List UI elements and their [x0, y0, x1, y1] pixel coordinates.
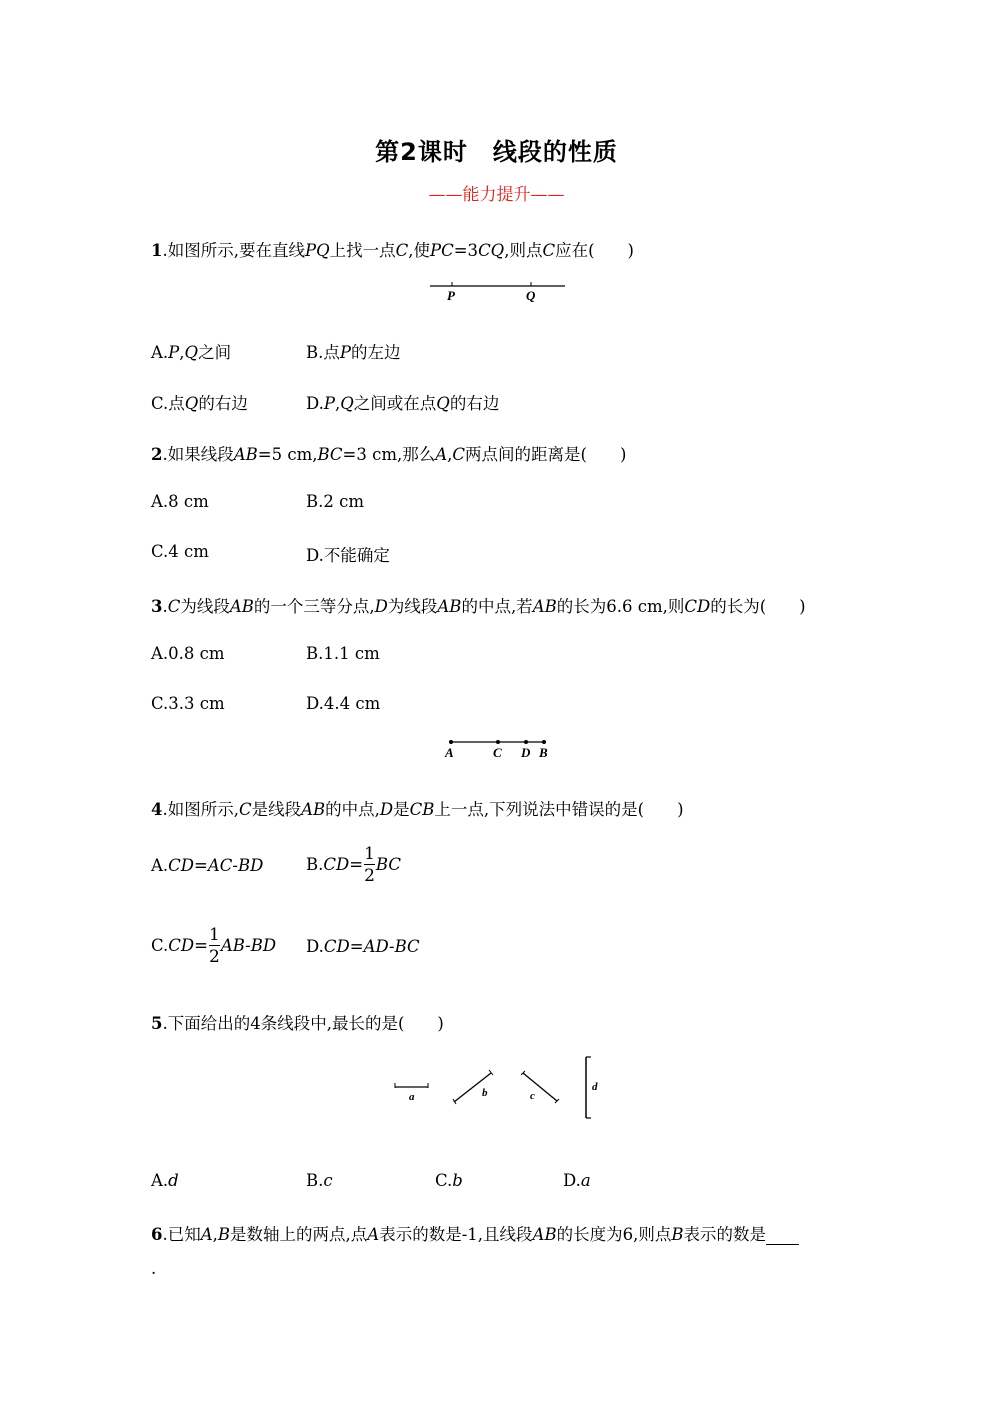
option-c[interactable]: C.3.3 cm: [151, 694, 225, 713]
option-d[interactable]: D.CD=AD-BC: [306, 937, 420, 956]
question-5: 5.下面给出的4条线段中,最长的是( ): [151, 1014, 444, 1033]
option-a[interactable]: A.CD=AC-BD: [151, 856, 264, 875]
fraction-half: $\frac{1}{2}$: [364, 844, 375, 886]
option-a[interactable]: A.d: [151, 1171, 179, 1190]
option-b[interactable]: B.CD= $\frac{1}{2}$ BC: [306, 844, 401, 886]
option-c[interactable]: C.点Q的右边: [151, 394, 248, 413]
option-a[interactable]: A.8 cm: [151, 492, 209, 511]
option-d[interactable]: D.4.4 cm: [306, 694, 381, 713]
question-number: 2: [151, 445, 163, 464]
question-3: 3.C为线段AB的一个三等分点,D为线段AB的中点,若AB的长为6.6 cm,则CD的长为( ): [151, 597, 806, 616]
label-p: P: [447, 288, 455, 303]
question-6: 6.已知A,B是数轴上的两点,点A表示的数是-1,且线段AB的长度为6,则点B表示的数是: [151, 1221, 799, 1245]
question-2: 2.如果线段AB=5 cm,BC=3 cm,那么A,C两点间的距离是( ): [151, 445, 627, 464]
label-b: b: [482, 1087, 488, 1099]
answer-blank[interactable]: [766, 1226, 799, 1245]
label-q: Q: [526, 288, 536, 303]
fraction-half: $\frac{1}{2}$: [208, 925, 220, 967]
question-number: 6: [151, 1225, 163, 1244]
question-6-end: .: [151, 1259, 157, 1278]
option-b[interactable]: B.点P的左边: [306, 343, 401, 362]
option-a[interactable]: A.P,Q之间: [151, 343, 232, 362]
option-d[interactable]: D.不能确定: [306, 546, 390, 565]
question-4: 4.如图所示,C是线段AB的中点,D是CB上一点,下列说法中错误的是( ): [151, 800, 684, 819]
option-b[interactable]: B.1.1 cm: [306, 644, 380, 663]
line-pq-figure: [425, 276, 570, 306]
option-b[interactable]: B.2 cm: [306, 492, 364, 511]
label-b: B: [539, 745, 548, 760]
question-number: 1: [151, 241, 163, 260]
page-title: 第2课时 线段的性质: [375, 138, 618, 166]
label-c: c: [530, 1090, 535, 1102]
section-subtitle: ——能力提升——: [428, 185, 565, 205]
option-c[interactable]: C.CD= $\frac{1}{2}$ AB-BD: [151, 925, 277, 967]
label-c: C: [493, 745, 502, 760]
option-d[interactable]: D.a: [563, 1171, 591, 1190]
option-d[interactable]: D.P,Q之间或在点Q的右边: [306, 394, 500, 413]
label-d: D: [521, 745, 531, 760]
option-a[interactable]: A.0.8 cm: [151, 644, 225, 663]
question-1: 1.如图所示,要在直线PQ上找一点C,使PC=3CQ,则点C应在( ): [151, 241, 634, 260]
label-a: A: [445, 745, 454, 760]
four-segments-figure: [388, 1052, 608, 1124]
option-b[interactable]: B.c: [306, 1171, 333, 1190]
option-c[interactable]: C.4 cm: [151, 542, 209, 561]
label-a: a: [409, 1091, 415, 1103]
segment-acdb-figure: [442, 734, 552, 762]
label-d: d: [592, 1081, 598, 1093]
question-number: 3: [151, 597, 163, 616]
option-c[interactable]: C.b: [435, 1171, 463, 1190]
question-number: 4: [151, 800, 163, 819]
question-number: 5: [151, 1014, 163, 1033]
